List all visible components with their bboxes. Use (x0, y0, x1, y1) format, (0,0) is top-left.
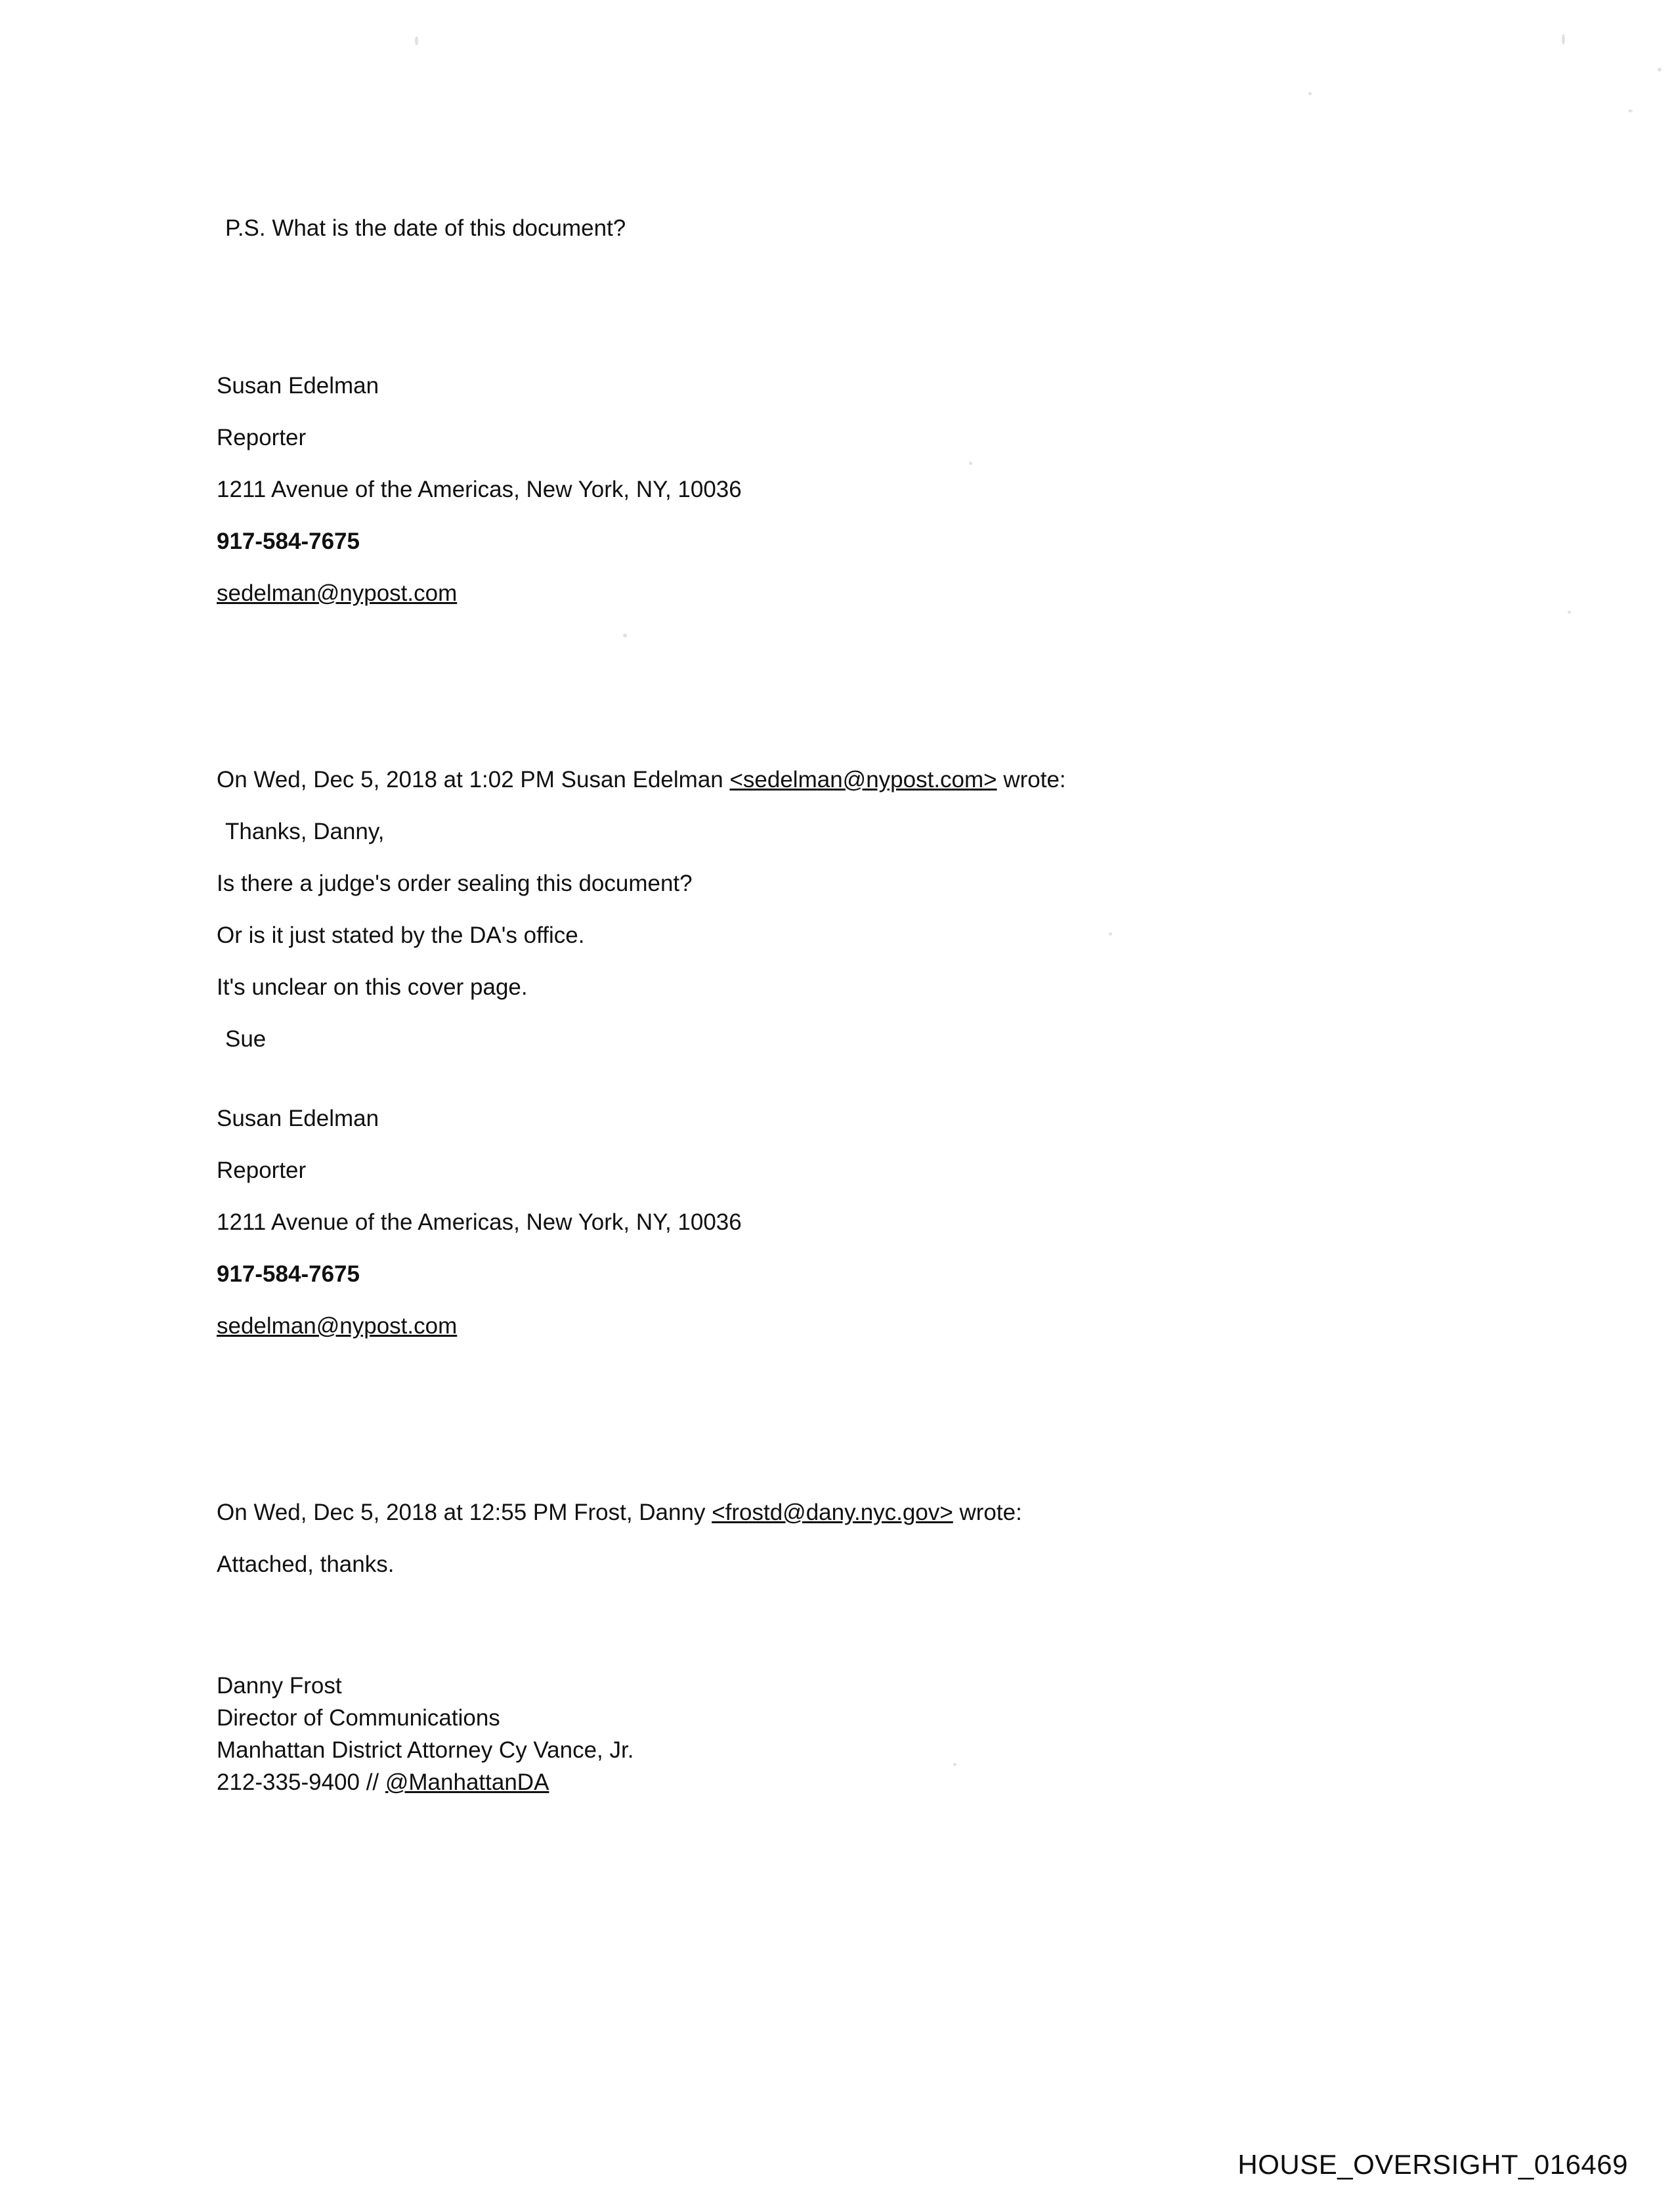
quote-line: Is there a judge's order sealing this document? (217, 871, 693, 896)
sender-title: Director of Communications (217, 1705, 500, 1731)
twitter-handle-link[interactable]: @ManhattanDA (385, 1769, 549, 1795)
sender-address: 1211 Avenue of the Americas, New York, NY, 10036 (217, 477, 742, 502)
sender-phone: 917-584-7675 (217, 1261, 360, 1287)
quote-header-tail: wrote: (953, 1500, 1022, 1525)
quoted-email-2 (217, 1501, 1464, 1576)
quote-header-1 (217, 768, 1464, 791)
quote-line: Or is it just stated by the DA's office. (217, 922, 585, 948)
quote-header-text: On Wed, Dec 5, 2018 at 12:55 PM Frost, Danny (217, 1500, 712, 1525)
sender-email-link[interactable]: sedelman@nypost.com (217, 580, 458, 606)
quote-header-text: On Wed, Dec 5, 2018 at 1:02 PM Susan Edelman (217, 767, 730, 792)
sender-title: Reporter (217, 1158, 307, 1183)
quote-line: Thanks, Danny, (225, 819, 385, 844)
quote-line: It's unclear on this cover page. (217, 974, 528, 1000)
sender-phone: 212-335-9400 // (217, 1769, 385, 1795)
sender-name: Susan Edelman (217, 373, 379, 399)
scan-speck (415, 36, 418, 45)
sender-phone: 917-584-7675 (217, 529, 360, 554)
quoted-email-1 (217, 768, 1464, 1051)
signature-block-2 (217, 1107, 1464, 1337)
quote-header-2 (217, 1501, 1464, 1524)
document-text-body (217, 217, 1464, 1803)
scan-speck (1658, 68, 1662, 72)
bates-stamp: HOUSE_OVERSIGHT_016469 (1237, 2149, 1628, 2180)
quote-header-email-link[interactable]: <frostd@dany.nyc.gov> (712, 1500, 953, 1525)
ps-note: P.S. What is the date of this document? (225, 215, 626, 241)
scan-speck (1308, 92, 1312, 95)
quote-header-email-link[interactable]: <sedelman@nypost.com> (729, 767, 997, 792)
quote-line: Sue (225, 1026, 267, 1052)
sender-phone-and-handle (217, 1771, 1464, 1794)
sender-name: Danny Frost (217, 1673, 342, 1699)
sender-name: Susan Edelman (217, 1106, 379, 1131)
scan-speck (1568, 611, 1571, 614)
sender-address: 1211 Avenue of the Americas, New York, NY, 10036 (217, 1209, 742, 1235)
scan-speck (1628, 110, 1633, 112)
signature-block-1 (217, 374, 1464, 605)
scan-speck (1562, 34, 1565, 45)
sender-title: Reporter (217, 425, 307, 450)
quote-header-tail: wrote: (997, 767, 1066, 792)
signature-block-3 (217, 1674, 1464, 1794)
quote-body: Attached, thanks. (217, 1551, 395, 1577)
sender-email-link[interactable]: sedelman@nypost.com (217, 1313, 458, 1339)
sender-org: Manhattan District Attorney Cy Vance, Jr. (217, 1737, 634, 1763)
